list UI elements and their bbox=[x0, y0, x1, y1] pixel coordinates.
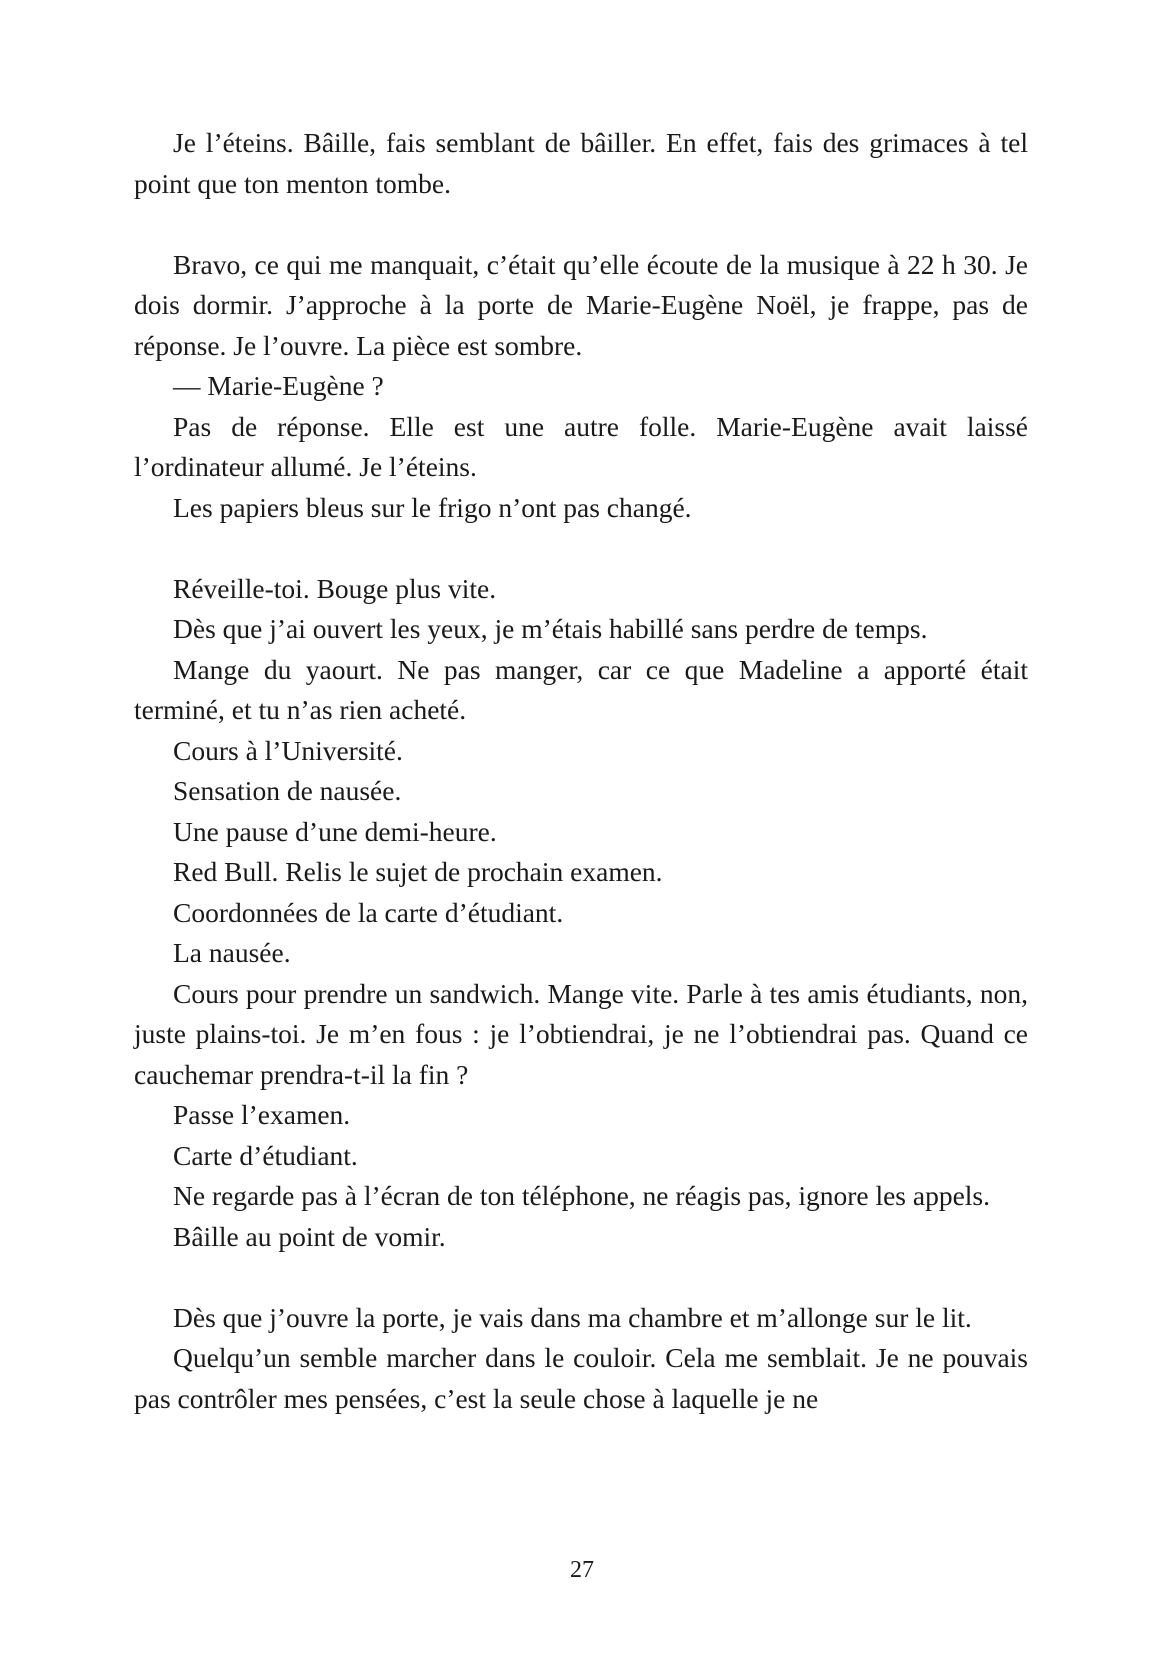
paragraph: Bravo, ce qui me manquait, c’était qu’elle écoute de la musique à 22 h 30. Je dois dormir. J’approche à la porte de Marie-Eugène Noël, je frappe, pas de réponse. Je l’ouvre. La pièce est sombre. bbox=[134, 248, 1028, 361]
paragraph: Carte d’étudiant. bbox=[173, 1139, 358, 1171]
paragraph: Dès que j’ouvre la porte, je vais dans ma chambre et m’allonge sur le lit. bbox=[173, 1301, 972, 1333]
paragraph: Sensation de nausée. bbox=[173, 775, 402, 806]
section-break bbox=[134, 204, 1028, 245]
paragraph: Bâille au point de vomir. bbox=[173, 1220, 446, 1252]
page-number: 27 bbox=[570, 1557, 594, 1583]
paragraph: Cours pour prendre un sandwich. Mange vite. Parle à tes amis étudiants, non, juste plains-toi. Je m’en fous : je l’obtiendrai, je ne l’obtiendrai pas. Quand ce cauchemar prendra-t-il la fin ? bbox=[134, 977, 1028, 1090]
paragraph: Mange du yaourt. Ne pas manger, car ce que Madeline a apporté était terminé, et tu n’as rien acheté. bbox=[134, 653, 1028, 725]
paragraph: Quelqu’un semble marcher dans le couloir. Cela me semblait. Je ne pouvais pas contrôler mes pensées, c’est la seule chose à laquelle je ne bbox=[134, 1342, 1028, 1414]
paragraph: Ne regarde pas à l’écran de ton téléphone, ne réagis pas, ignore les appels. bbox=[173, 1180, 991, 1211]
paragraph: Les papiers bleus sur le frigo n’ont pas changé. bbox=[173, 491, 692, 523]
section-break bbox=[134, 528, 1028, 569]
section-break bbox=[134, 1257, 1028, 1298]
paragraph: Passe l’examen. bbox=[173, 1099, 351, 1130]
paragraph: Je l’éteins. Bâille, fais semblant de bâiller. En effet, fais des grimaces à tel point que ton menton tombe. bbox=[134, 127, 1028, 199]
paragraph: Dès que j’ai ouvert les yeux, je m’étais habillé sans perdre de temps. bbox=[173, 613, 928, 644]
page-body bbox=[134, 123, 1028, 1419]
dialogue-line: — Marie-Eugène ? bbox=[173, 370, 384, 401]
paragraph: Coordonnées de la carte d’étudiant. bbox=[173, 896, 564, 928]
paragraph: Une pause d’une demi-heure. bbox=[173, 815, 497, 847]
paragraph: Pas de réponse. Elle est une autre folle. Marie-Eugène avait laissé l’ordinateur allumé. Je l’éteins. bbox=[134, 410, 1028, 482]
paragraph: La nausée. bbox=[173, 937, 291, 968]
paragraph: Red Bull. Relis le sujet de prochain examen. bbox=[173, 856, 663, 887]
paragraph: Cours à l’Université. bbox=[173, 734, 403, 766]
paragraph: Réveille-toi. Bouge plus vite. bbox=[173, 572, 497, 604]
